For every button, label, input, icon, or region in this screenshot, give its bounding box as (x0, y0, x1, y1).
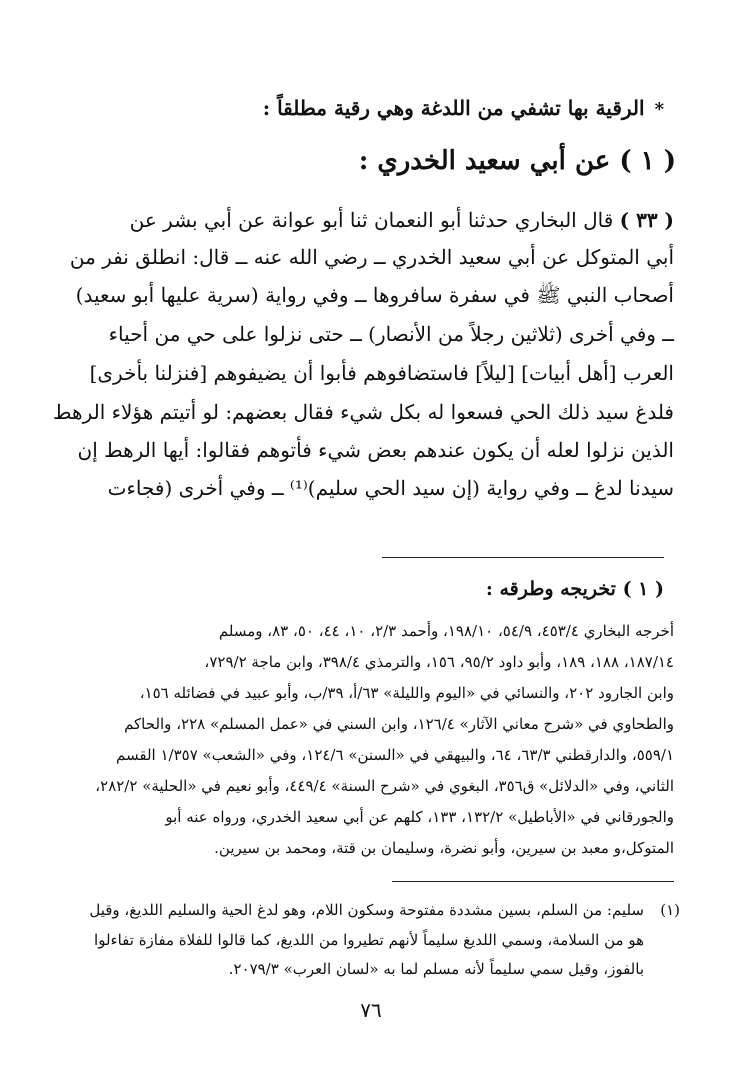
hadith-line-3: أصحاب النبي ﷺ في سفرة سافروها ــ وفي رواية (سرية عليها أبو سعيد) (75, 283, 674, 307)
takhrij-heading (486, 578, 664, 600)
takhrij-line-2: ١٨٧/١٤، ١٨٨، ١٨٩، وأبو داود ٩٥/٢، ١٥٦، والترمذي ٣٩٨/٤، وابن ماجة ٧٢٩/٢، (204, 653, 674, 671)
footnote-line-3: بالفوز، وقيل سمي سليماً لأنه مسلم لما به «لسان العرب» ٢٠٧٩/٣. (228, 960, 644, 978)
hadith-line-7: الذين نزلوا لعله أن يكون عندهم بعض شيء فأتوهم فقالوا: أيها الرهط إن (77, 438, 674, 462)
separator-rule (382, 557, 664, 558)
hadith-line-text: قال البخاري حدثنا أبو النعمان ثنا أبو عوانة عن أبي بشر عن (129, 208, 614, 232)
takhrij-line-7: والجورقاني في «الأباطيل» ١٣٢/٢، ١٣٣، كلهم عن أبي سعيد الخدري، ورواه عنه أبو (165, 808, 674, 826)
narrator-heading (359, 146, 676, 176)
hadith-line-2: أبي المتوكل عن أبي سعيد الخدري ــ رضي الله عنه ــ قال: انطلق نفر من (69, 245, 674, 269)
hadith-number: ( ٣٣ ) (619, 208, 674, 232)
footnote-separator (392, 881, 674, 882)
takhrij-line-3: وابن الجارود ٢٠٢، والنسائي في «اليوم والليلة» ٦٣/أ، ٣٩/ب، وأبو عبيد في فضائله ١٥٦، (139, 684, 674, 702)
footnote-line-2: هو من السلامة، وسمي اللديغ سليماً لأنهم تطيروا من اللديغ، كما قالوا للفلاة مفازة تفاءلوا (94, 931, 644, 949)
narrator-name: عن أبي سعيد الخدري : (358, 146, 611, 176)
takhrij-line-6: الثاني، وفي «الدلائل» ق٣٥٦، البغوي في «شرح السنة» ٤٤٩/٤، وأبو نعيم في «الحلية» ٢٨٢/٢، (95, 777, 674, 795)
takhrij-line-4: والطحاوي في «شرح معاني الآثار» ١٢٦/٤، وابن السني في «عمل المسلم» ٢٢٨، والحاكم (124, 715, 674, 733)
hadith-line-5: العرب [أهل أبيات] [ليلاً] فاستضافوهم فأبوا أن يضيفوهم [فنزلنا بأخرى] (89, 361, 674, 385)
footnote-line-1: سليم: من السلم، بسين مشددة مفتوحة وسكون اللام، وهو لدغ الحية والسليم اللديغ، وقيل (89, 901, 644, 919)
takhrij-line-1: أخرجه البخاري ٤٥٣/٤، ٥٤/٩، ١٩٨/١٠، وأحمد ٢/٣، ١٠، ٤٤، ٥٠، ٨٣، ومسلم (218, 622, 674, 640)
takhrij-line-5: ٥٥٩/١، والدارقطني ٦٣/٣، ٦٤، والبيهقي في «السنن» ١٢٤/٦، وفي «الشعب» ١/٣٥٧ القسم (116, 746, 674, 764)
hadith-line-1 (130, 208, 674, 232)
takhrij-number: ( ١ ) (622, 578, 664, 600)
hadith-line-4: ــ وفي أخرى (ثلاثين رجلاً من الأنصار) ــ حتى نزلوا على حي من أحياء (108, 322, 674, 346)
footnote-number: (١) (660, 901, 680, 919)
page-number: ٧٦ (360, 998, 382, 1022)
takhrij-line-8: المتوكل،و معبد بن سيرين، وأبو نضرة، وسليمان بن قتة، ومحمد بن سيرين. (214, 839, 674, 857)
hadith-line-6: فلدغ سيد ذلك الحي فسعوا له بكل شيء فقال بعضهم: لو أتيتم هؤلاء الرهط (53, 400, 674, 424)
section-heading (263, 96, 664, 120)
hadith-line-8: سيدنا لدغ ــ وفي رواية (إن سيد الحي سليم)⁽¹⁾ ــ وفي أخرى (فجاءت (107, 476, 674, 500)
star-marker: * (654, 99, 664, 120)
section-heading-text: الرقية بها تشفي من اللدغة وهي رقية مطلقاً : (262, 96, 645, 120)
takhrij-heading-text: تخريجه وطرقه : (485, 578, 616, 600)
narrator-number: ( ١ ) (619, 146, 676, 176)
